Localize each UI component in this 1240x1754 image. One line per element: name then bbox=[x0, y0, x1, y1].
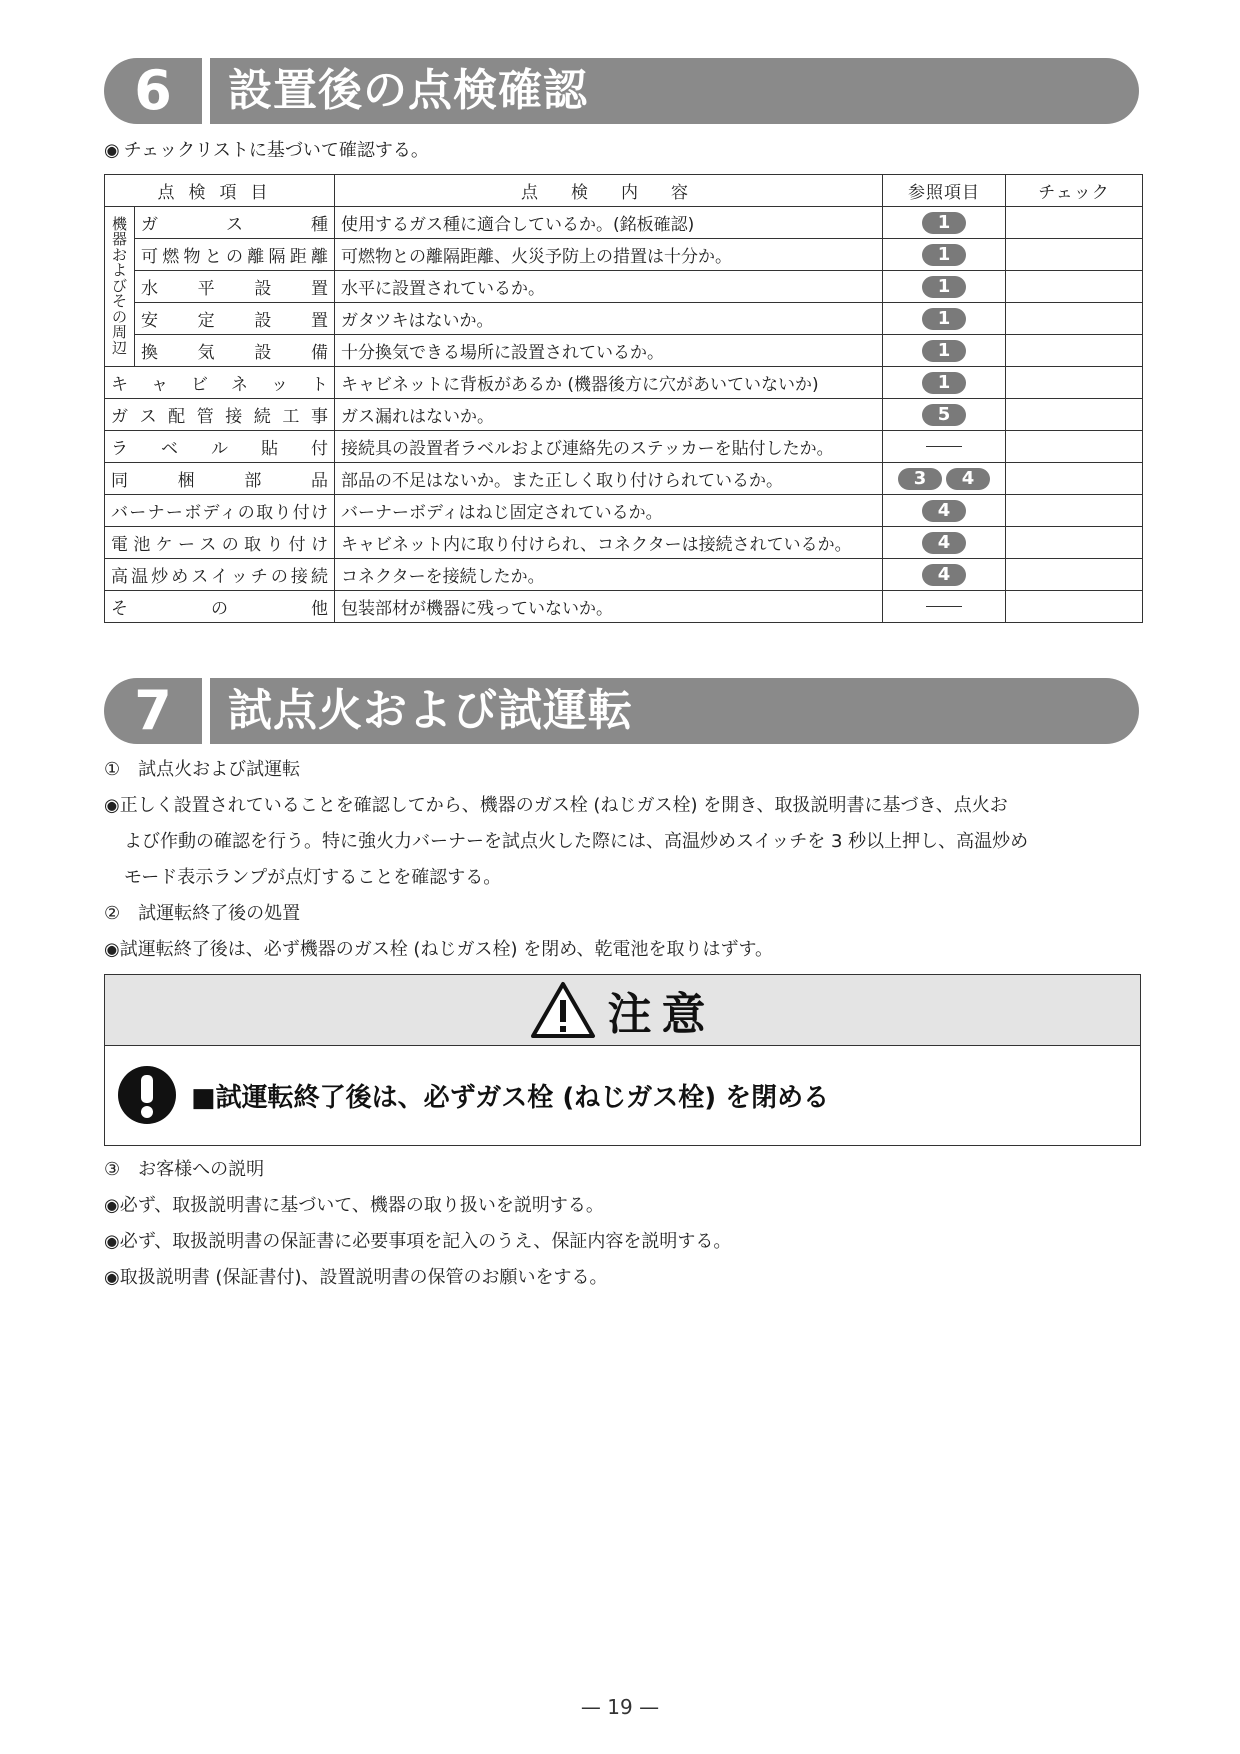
ref-badge: 1 bbox=[922, 212, 966, 234]
caution-body bbox=[105, 1046, 1140, 1144]
header-ref: 参照項目 bbox=[883, 175, 1006, 207]
check-content: コネクターを接続したか。 bbox=[335, 559, 883, 591]
caution-header bbox=[105, 975, 1140, 1046]
subheading-1: ① 試点火および試運転 bbox=[104, 759, 301, 780]
check-box-cell[interactable] bbox=[1006, 367, 1143, 399]
ref-badge: 1 bbox=[922, 244, 966, 266]
ref-cell bbox=[883, 367, 1006, 399]
check-item: 可燃物との離隔距離 bbox=[135, 239, 335, 271]
check-box-cell[interactable] bbox=[1006, 207, 1143, 239]
section6-title: 設置後の点検確認 bbox=[228, 65, 588, 116]
ref-cell bbox=[883, 591, 1006, 623]
no-ref-dash bbox=[926, 446, 962, 447]
table-row bbox=[105, 271, 1143, 303]
table-row bbox=[105, 495, 1143, 527]
check-box-cell[interactable] bbox=[1006, 303, 1143, 335]
section7-title: 試点火および試運転 bbox=[228, 685, 633, 736]
section6-lead bbox=[104, 136, 429, 162]
section7-divider bbox=[202, 678, 210, 744]
header-check: チェック bbox=[1006, 175, 1143, 207]
check-box-cell[interactable] bbox=[1006, 463, 1143, 495]
warning-triangle-icon bbox=[530, 981, 596, 1039]
table-header-row bbox=[105, 175, 1143, 207]
check-content: 水平に設置されているか。 bbox=[335, 271, 883, 303]
check-item: ラベル貼付 bbox=[105, 431, 335, 463]
ref-badge: 4 bbox=[946, 468, 990, 490]
check-box-cell[interactable] bbox=[1006, 527, 1143, 559]
paragraph-1-line-3: モード表示ランプが点灯することを確認する。 bbox=[124, 867, 502, 888]
section6-number: 6 bbox=[134, 59, 172, 122]
check-item: ガス種 bbox=[135, 207, 335, 239]
check-box-cell[interactable] bbox=[1006, 591, 1143, 623]
ref-cell bbox=[883, 239, 1006, 271]
check-content: ガタツキはないか。 bbox=[335, 303, 883, 335]
paragraph-2: ◉試運転終了後は、必ず機器のガス栓 (ねじガス栓) を閉め、乾電池を取りはずす。 bbox=[104, 939, 774, 960]
ref-cell bbox=[883, 271, 1006, 303]
page-number: — 19 — bbox=[580, 1695, 660, 1719]
caution-box bbox=[104, 974, 1141, 1146]
ref-cell bbox=[883, 303, 1006, 335]
header-item: 点検項目 bbox=[105, 175, 335, 207]
paragraph-1-line-2: よび作動の確認を行う。特に強火力バーナーを試点火した際には、高温炒めスイッチを 3 秒以上押し、高温炒め bbox=[124, 831, 1029, 852]
table-row bbox=[105, 431, 1143, 463]
check-item: ガス配管接続工事 bbox=[105, 399, 335, 431]
check-content: 可燃物との離隔距離、火災予防上の措置は十分か。 bbox=[335, 239, 883, 271]
table-row bbox=[105, 527, 1143, 559]
ref-cell bbox=[883, 527, 1006, 559]
check-box-cell[interactable] bbox=[1006, 271, 1143, 303]
header-content: 点 検 内 容 bbox=[335, 175, 883, 207]
ref-cell bbox=[883, 335, 1006, 367]
check-content: バーナーボディはねじ固定されているか。 bbox=[335, 495, 883, 527]
check-item: その他 bbox=[105, 591, 335, 623]
table-row bbox=[105, 303, 1143, 335]
check-item: 換気設備 bbox=[135, 335, 335, 367]
ref-badge: 4 bbox=[922, 532, 966, 554]
explanation-bullet-2: ◉必ず、取扱説明書の保証書に必要事項を記入のうえ、保証内容を説明する。 bbox=[104, 1231, 732, 1252]
check-item: キャビネット bbox=[105, 367, 335, 399]
section7-header bbox=[104, 678, 1139, 744]
explanation-bullet-1: ◉必ず、取扱説明書に基づいて、機器の取り扱いを説明する。 bbox=[104, 1195, 604, 1216]
exclamation-circle-icon bbox=[117, 1065, 177, 1125]
check-box-cell[interactable] bbox=[1006, 559, 1143, 591]
section7-part1 bbox=[104, 752, 1164, 968]
check-content: 十分換気できる場所に設置されているか。 bbox=[335, 335, 883, 367]
explanation-bullet-3: ◉取扱説明書 (保証書付)、設置説明書の保管のお願いをする。 bbox=[104, 1267, 608, 1288]
caution-message: ■試運転終了後は、必ずガス栓 (ねじガス栓) を閉める bbox=[191, 1082, 830, 1113]
ref-cell bbox=[883, 559, 1006, 591]
paragraph-1-line-1: ◉正しく設置されていることを確認してから、機器のガス栓 (ねじガス栓) を開き、取扱説明書に基づき、点火お bbox=[104, 795, 1008, 816]
subheading-2: ② 試運転終了後の処置 bbox=[104, 903, 301, 924]
ref-cell bbox=[883, 495, 1006, 527]
section6-lead-text: チェックリストに基づいて確認する。 bbox=[123, 140, 429, 161]
checklist-table bbox=[104, 174, 1143, 623]
check-content: ガス漏れはないか。 bbox=[335, 399, 883, 431]
check-content: 接続具の設置者ラベルおよび連絡先のステッカーを貼付したか。 bbox=[335, 431, 883, 463]
ref-badge: 1 bbox=[922, 276, 966, 298]
caution-title: 注意 bbox=[607, 989, 716, 1040]
ref-badge: 4 bbox=[922, 564, 966, 586]
ref-badge: 1 bbox=[922, 372, 966, 394]
check-content: 部品の不足はないか。また正しく取り付けられているか。 bbox=[335, 463, 883, 495]
check-content: 使用するガス種に適合しているか。(銘板確認) bbox=[335, 207, 883, 239]
check-item: 高温炒めスイッチの接続 bbox=[105, 559, 335, 591]
table-row bbox=[105, 207, 1143, 239]
table-row bbox=[105, 399, 1143, 431]
section6-divider bbox=[202, 58, 210, 124]
table-row bbox=[105, 239, 1143, 271]
check-item: 同梱部品 bbox=[105, 463, 335, 495]
check-content: キャビネットに背板があるか (機器後方に穴があいていないか) bbox=[335, 367, 883, 399]
check-item: 水平設置 bbox=[135, 271, 335, 303]
ref-cell bbox=[883, 463, 1006, 495]
subheading-3: ③ お客様への説明 bbox=[104, 1159, 265, 1180]
section7-part3 bbox=[104, 1152, 1164, 1296]
table-row bbox=[105, 591, 1143, 623]
section6-header bbox=[104, 58, 1139, 124]
check-box-cell[interactable] bbox=[1006, 495, 1143, 527]
check-item: バーナーボディの取り付け bbox=[105, 495, 335, 527]
ref-badge: 3 bbox=[898, 468, 942, 490]
ref-badge: 1 bbox=[922, 308, 966, 330]
check-item: 安定設置 bbox=[135, 303, 335, 335]
ref-cell bbox=[883, 431, 1006, 463]
check-box-cell[interactable] bbox=[1006, 431, 1143, 463]
check-box-cell[interactable] bbox=[1006, 399, 1143, 431]
table-row bbox=[105, 559, 1143, 591]
ref-cell bbox=[883, 399, 1006, 431]
check-content: キャビネット内に取り付けられ、コネクターは接続されているか。 bbox=[335, 527, 883, 559]
check-item: 電池ケースの取り付け bbox=[105, 527, 335, 559]
check-box-cell[interactable] bbox=[1006, 239, 1143, 271]
group-label: 機 器 お よ び そ の 周 辺 bbox=[105, 207, 135, 367]
no-ref-dash bbox=[926, 606, 962, 607]
check-content: 包装部材が機器に残っていないか。 bbox=[335, 591, 883, 623]
check-box-cell[interactable] bbox=[1006, 335, 1143, 367]
table-row bbox=[105, 335, 1143, 367]
table-row bbox=[105, 367, 1143, 399]
table-row bbox=[105, 463, 1143, 495]
ref-badge: 4 bbox=[922, 500, 966, 522]
section7-number: 7 bbox=[134, 679, 172, 742]
bullet-icon: ◉ bbox=[104, 140, 120, 161]
ref-badge: 5 bbox=[922, 404, 966, 426]
ref-badge: 1 bbox=[922, 340, 966, 362]
ref-cell bbox=[883, 207, 1006, 239]
